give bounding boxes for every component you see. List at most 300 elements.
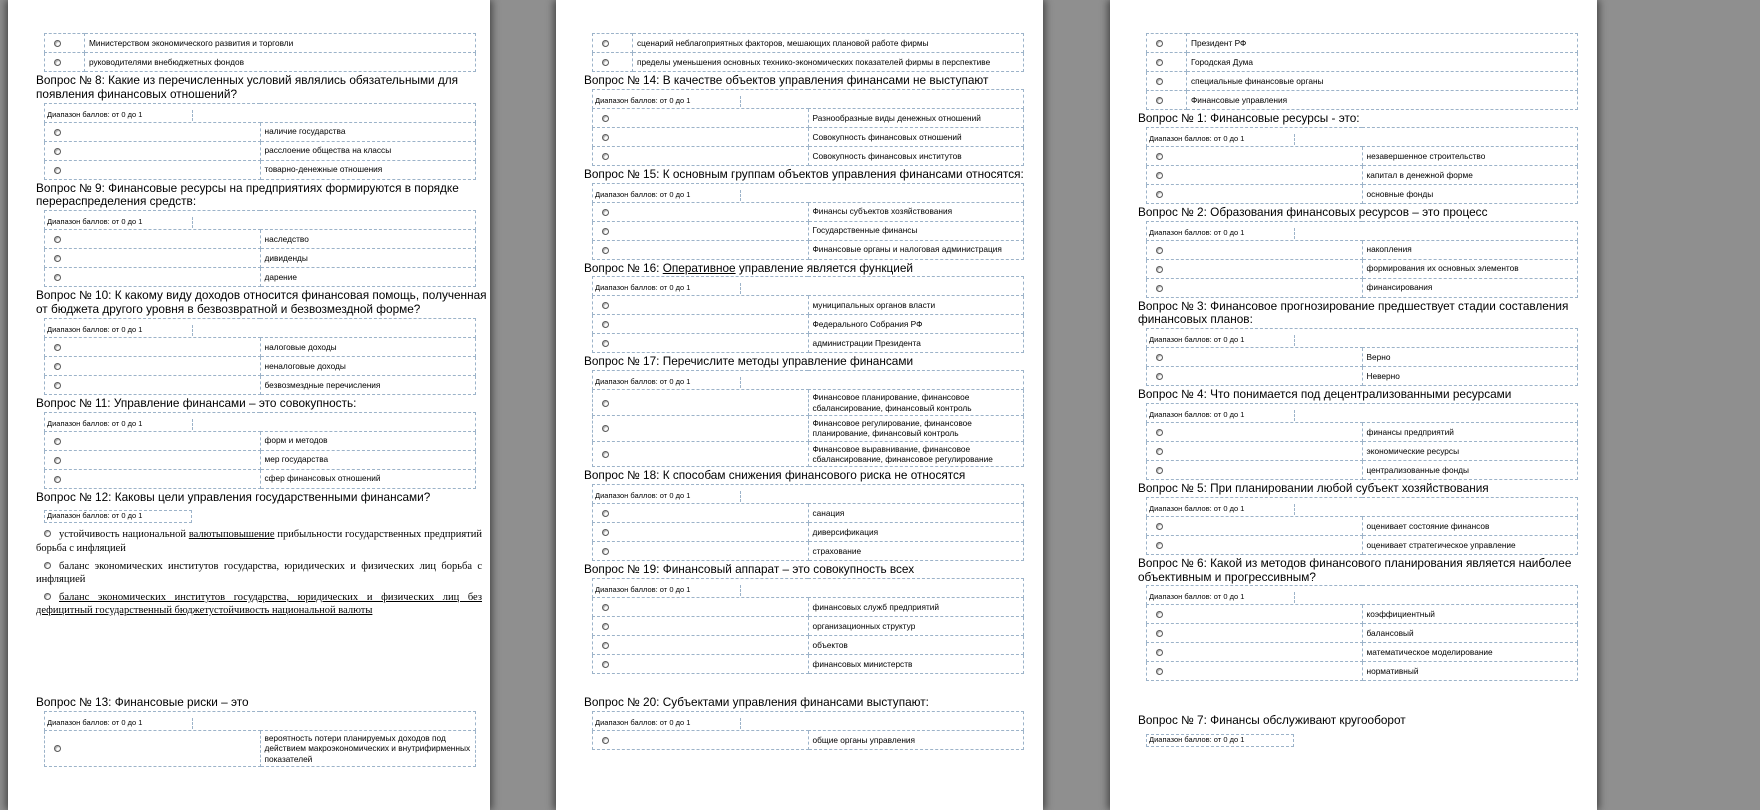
question-title <box>1138 388 1595 402</box>
radio-button[interactable] <box>602 59 609 66</box>
radio-button[interactable] <box>602 400 609 407</box>
answer-option-label: Финансовое регулирование, финансовое планирование, финансовый контроль <box>808 415 1024 441</box>
answer-option-label: Финансовое планирование, финансовое сбалансирование, финансовый контроль <box>808 390 1024 416</box>
answer-option-label: Финансы субъектов хозяйствования <box>808 202 1024 221</box>
radio-button[interactable] <box>1156 668 1163 675</box>
radio-button[interactable] <box>54 129 61 136</box>
radio-button[interactable] <box>602 228 609 235</box>
radio-cell <box>45 450 261 469</box>
score-range-row <box>1147 329 1578 348</box>
radio-button[interactable] <box>602 209 609 216</box>
answers-table <box>1146 221 1578 298</box>
answer-row <box>1147 146 1578 165</box>
question-block <box>36 695 488 769</box>
score-range-cell <box>593 578 1024 597</box>
radio-button[interactable] <box>54 457 61 464</box>
score-range-row <box>1147 586 1578 605</box>
radio-cell <box>1147 422 1363 441</box>
answer-row <box>593 616 1024 635</box>
answer-option-label: неналоговые доходы <box>260 356 476 375</box>
answer-option-label: Совокупность финансовых институтов <box>808 146 1024 165</box>
answer-option-label: форм и методов <box>260 431 476 450</box>
answer-row <box>45 431 476 450</box>
question-title <box>584 469 1041 483</box>
question-title <box>36 696 488 710</box>
radio-cell <box>1147 165 1363 184</box>
answer-option-label: безвозмездные перечисления <box>260 375 476 394</box>
radio-button[interactable] <box>602 510 609 517</box>
answer-row <box>593 441 1024 467</box>
answer-option-label: Неверно <box>1362 367 1578 386</box>
radio-cell <box>45 730 261 766</box>
question-title-text: Вопрос № 7: Финансы обслуживают кругооборот <box>1138 713 1406 727</box>
score-range-label: Диапазон баллов: от 0 до 1 <box>45 110 193 121</box>
answer-option-label: коэффициентный <box>1362 605 1578 624</box>
answer-option-label: Верно <box>1362 348 1578 367</box>
radio-cell <box>45 469 261 488</box>
score-range-cell <box>593 89 1024 108</box>
radio-cell <box>593 240 809 259</box>
score-range-row <box>593 578 1024 597</box>
question-block <box>1138 482 1595 555</box>
radio-cell <box>1147 34 1187 53</box>
radio-button[interactable] <box>54 476 61 483</box>
radio-cell <box>593 635 809 654</box>
radio-button[interactable] <box>602 529 609 536</box>
answer-option-label: организационных структур <box>808 616 1024 635</box>
radio-button[interactable] <box>1156 266 1163 273</box>
score-range-label: Диапазон баллов: от 0 до 1 <box>593 491 741 502</box>
radio-button[interactable] <box>602 451 609 458</box>
score-range-cell <box>593 711 1024 730</box>
radio-button[interactable] <box>1156 172 1163 179</box>
score-range-box <box>44 505 488 523</box>
question-block <box>584 355 1041 467</box>
radio-button[interactable] <box>1156 373 1163 380</box>
score-range-cell <box>45 412 476 431</box>
question-block <box>1138 713 1595 750</box>
score-range-cell <box>593 371 1024 390</box>
radio-cell <box>593 654 809 673</box>
radio-button[interactable] <box>602 737 609 744</box>
answer-row <box>593 202 1024 221</box>
page-content <box>8 0 490 810</box>
radio-cell <box>45 337 261 356</box>
answer-option-label: дивиденды <box>260 249 476 268</box>
answer-row <box>1147 278 1578 297</box>
radio-button[interactable] <box>54 236 61 243</box>
question-title-text: управление является функцией <box>735 260 913 275</box>
answers-table <box>1146 403 1578 480</box>
answer-row <box>1147 34 1578 53</box>
answer-option-label: сценарий неблагоприятных факторов, мешающих плановой работе фирмы <box>633 34 1024 53</box>
radio-button[interactable] <box>602 548 609 555</box>
radio-button[interactable] <box>602 661 609 668</box>
question-title-text: Вопрос № 20: Субъектами управления финансами выступают: <box>584 695 929 709</box>
radio-cell <box>593 202 809 221</box>
radio-cell <box>1147 240 1363 259</box>
answer-option-label: дарение <box>260 268 476 287</box>
radio-button[interactable] <box>1156 467 1163 474</box>
answer-option-label: финансирования <box>1362 278 1578 297</box>
score-range-label: Диапазон баллов: от 0 до 1 <box>593 377 741 388</box>
answer-option-label: валютыповышение <box>188 529 275 541</box>
radio-button[interactable] <box>602 340 609 347</box>
answer-row <box>45 375 476 394</box>
radio-button[interactable] <box>54 363 61 370</box>
answer-row <box>593 334 1024 353</box>
score-range-label: Диапазон баллов: от 0 до 1 <box>593 96 741 107</box>
question-title <box>1138 714 1595 728</box>
answer-option-label: пределы уменьшения основных технико-экономических показателей фирмы в перспективе <box>633 53 1024 72</box>
radio-button[interactable] <box>54 745 61 752</box>
answer-row <box>593 296 1024 315</box>
score-range-row <box>1147 497 1578 516</box>
answer-option-label: нормативный <box>1362 662 1578 681</box>
question-title <box>584 696 1041 710</box>
radio-button[interactable] <box>602 642 609 649</box>
answer-option-label: балансовый <box>1362 624 1578 643</box>
answers-table <box>592 276 1024 353</box>
radio-button[interactable] <box>1156 429 1163 436</box>
answer-row <box>1147 72 1578 91</box>
score-range-cell <box>1147 403 1578 422</box>
question-title-text: Вопрос № 17: Перечислите методы управление финансами <box>584 354 914 369</box>
answer-option-label: муниципальных органов власти <box>808 296 1024 315</box>
radio-cell <box>593 334 809 353</box>
score-range-label: Диапазон баллов: от 0 до 1 <box>593 190 741 201</box>
radio-cell <box>593 34 633 53</box>
score-range-cell <box>593 485 1024 504</box>
score-range-cell <box>1147 329 1578 348</box>
radio-button[interactable] <box>1156 542 1163 549</box>
radio-button[interactable] <box>1156 285 1163 292</box>
answer-option-label: наличие государства <box>260 122 476 141</box>
question-block <box>1138 112 1595 204</box>
question-title-text: Оперативное <box>662 260 736 275</box>
answer-row <box>1147 165 1578 184</box>
answer-row <box>1147 624 1578 643</box>
answer-row <box>45 356 476 375</box>
answer-option-label: формирования их основных элементов <box>1362 259 1578 278</box>
answer-row <box>593 542 1024 561</box>
answers-table <box>592 89 1024 166</box>
radio-button[interactable] <box>1156 153 1163 160</box>
score-range-label: Диапазон баллов: от 0 до 1 <box>1147 592 1295 603</box>
radio-button[interactable] <box>54 382 61 389</box>
score-range-box <box>1146 729 1595 747</box>
question-title-text: Вопрос № 11: Управление финансами – это совокупность: <box>36 395 357 410</box>
answer-option-label: капитал в денежной форме <box>1362 165 1578 184</box>
score-range-row <box>45 211 476 230</box>
radio-cell <box>1147 624 1363 643</box>
answer-option-label: товарно-денежные отношения <box>260 160 476 179</box>
score-range-row <box>593 89 1024 108</box>
question-title-text: Вопрос № 6: Какой из методов финансового планирования является наиболее объективным и прогрессивным? <box>1138 555 1572 584</box>
question-title-text: Вопрос № 16: <box>584 260 663 275</box>
question-block <box>1138 388 1595 480</box>
radio-button[interactable] <box>602 40 609 47</box>
answer-option-label: налоговые доходы <box>260 337 476 356</box>
answers-table <box>1146 585 1578 681</box>
answers-table <box>1146 497 1578 555</box>
answer-option-label: объектов <box>808 635 1024 654</box>
score-range-label: Диапазон баллов: от 0 до 1 <box>593 718 741 729</box>
radio-cell <box>593 542 809 561</box>
question-title-text: Вопрос № 10: К какому виду доходов относится финансовая помощь, полученная от бюджета другого уровня в безвозвратной и безвозмездной форме? <box>36 288 487 316</box>
radio-button[interactable] <box>602 604 609 611</box>
question-title <box>36 182 488 210</box>
question-title-text: Вопрос № 9: Финансовые ресурсы на предприятиях формируются в порядке перераспределения средств: <box>36 180 459 209</box>
question-title-text: Вопрос № 18: К способам снижения финансового риска не относятся <box>584 468 966 483</box>
answer-row <box>1147 605 1578 624</box>
radio-button[interactable] <box>1156 649 1163 656</box>
score-range-row <box>593 371 1024 390</box>
question-title-text: Вопрос № 5: При планировании любой субъект хозяйствования <box>1138 480 1489 495</box>
answer-row <box>593 108 1024 127</box>
radio-button[interactable] <box>602 115 609 122</box>
score-range-row <box>593 711 1024 730</box>
radio-button[interactable] <box>1156 40 1163 47</box>
radio-button[interactable] <box>54 59 61 66</box>
question-title-text: Вопрос № 12: Каковы цели управления государственными финансами? <box>36 489 431 504</box>
radio-cell <box>45 375 261 394</box>
answer-option-label: накопления <box>1362 240 1578 259</box>
answer-row <box>593 504 1024 523</box>
score-range-label: Диапазон баллов: от 0 до 1 <box>1147 410 1295 421</box>
score-range-cell <box>45 711 476 730</box>
document-page-1 <box>8 0 490 810</box>
answer-row <box>593 415 1024 441</box>
score-range-cell <box>1147 586 1578 605</box>
radio-cell <box>593 616 809 635</box>
answer-row <box>45 469 476 488</box>
radio-button[interactable] <box>602 321 609 328</box>
radio-cell <box>1147 662 1363 681</box>
answer-row <box>45 249 476 268</box>
page-content <box>556 0 1043 810</box>
radio-button[interactable] <box>54 274 61 281</box>
question-title <box>36 74 488 102</box>
question-block <box>584 469 1041 561</box>
radio-cell <box>1147 91 1187 110</box>
answer-row <box>593 221 1024 240</box>
radio-button[interactable] <box>54 40 61 47</box>
answers-table <box>592 370 1024 467</box>
radio-cell <box>1147 367 1363 386</box>
radio-cell <box>593 146 809 165</box>
radio-cell <box>1147 278 1363 297</box>
question-title <box>1138 300 1595 328</box>
radio-button[interactable] <box>44 593 51 600</box>
question-title-text: Вопрос № 2: Образования финансовых ресурсов – это процесс <box>1138 204 1488 219</box>
answer-row <box>45 141 476 160</box>
question-title-text: Вопрос № 14: В качестве объектов управления финансами не выступают <box>584 73 989 87</box>
score-range-label: Диапазон баллов: от 0 до 1 <box>45 718 193 729</box>
radio-button[interactable] <box>54 148 61 155</box>
answers-table <box>592 183 1024 260</box>
question-block <box>36 74 488 180</box>
answer-option-label: санация <box>808 504 1024 523</box>
answer-option-label: финансы предприятий <box>1362 422 1578 441</box>
answer-row <box>593 730 1024 749</box>
score-range-label: Диапазон баллов: от 0 до 1 <box>45 217 193 228</box>
answer-row <box>45 337 476 356</box>
answer-option-label: администрации Президента <box>808 334 1024 353</box>
question-title <box>584 262 1041 276</box>
score-range-label: Диапазон баллов: от 0 до 1 <box>593 585 741 596</box>
radio-cell <box>45 356 261 375</box>
answer-option-label: Федерального Собрания РФ <box>808 315 1024 334</box>
answer-option-label: баланс экономических институтов государства, юридических и физических лиц без дефицитный государственный бюджетустойчивость национальной валюты <box>36 591 482 616</box>
score-range-label: Диапазон баллов: от 0 до 1 <box>593 283 741 294</box>
radio-cell <box>593 221 809 240</box>
answers-table <box>44 210 476 287</box>
answer-row <box>45 730 476 766</box>
answer-option-label: Совокупность финансовых отношений <box>808 127 1024 146</box>
radio-button[interactable] <box>54 255 61 262</box>
score-range-label: Диапазон баллов: от 0 до 1 <box>1147 504 1295 515</box>
score-range-row <box>593 183 1024 202</box>
radio-button[interactable] <box>1156 97 1163 104</box>
score-range-label: Диапазон баллов: от 0 до 1 <box>45 325 193 336</box>
answer-row <box>45 268 476 287</box>
answer-row <box>593 127 1024 146</box>
question-title <box>1138 112 1595 126</box>
answer-row <box>1147 460 1578 479</box>
question-title <box>1138 482 1595 496</box>
question-title <box>1138 206 1595 220</box>
document-page-2 <box>556 0 1043 810</box>
radio-cell <box>45 160 261 179</box>
radio-cell <box>593 597 809 616</box>
answer-option-label: оценивает стратегическое управление <box>1362 535 1578 554</box>
answer-option-label: Государственные финансы <box>808 221 1024 240</box>
answer-option-label: диверсификация <box>808 523 1024 542</box>
score-range-label: Диапазон баллов: от 0 до 1 <box>44 510 192 523</box>
question-title <box>1138 557 1595 585</box>
question-title-text: Вопрос № 1: Финансовые ресурсы - это: <box>1138 111 1360 125</box>
radio-cell <box>45 53 85 72</box>
question-title-text: Вопрос № 19: Финансовый аппарат – это совокупность всех <box>584 562 915 577</box>
page-content <box>1110 0 1597 810</box>
answer-option <box>36 528 482 554</box>
question-block <box>1138 557 1595 682</box>
answer-option-label: Финансовые органы и налоговая администрация <box>808 240 1024 259</box>
question-title <box>36 491 488 505</box>
score-range-row <box>1147 127 1578 146</box>
radio-cell <box>593 523 809 542</box>
continued-answers-table <box>592 33 1024 72</box>
radio-cell <box>593 730 809 749</box>
score-range-label: Диапазон баллов: от 0 до 1 <box>1147 134 1295 145</box>
radio-button[interactable] <box>54 344 61 351</box>
radio-button[interactable] <box>1156 78 1163 85</box>
question-block <box>1138 300 1595 387</box>
radio-button[interactable] <box>44 562 51 569</box>
question-title-text: Вопрос № 3: Финансовое прогнозирование предшествует стадии составления финансовых планов: <box>1138 298 1569 327</box>
answer-row <box>593 390 1024 416</box>
score-range-label: Диапазон баллов: от 0 до 1 <box>1147 335 1295 346</box>
document-page-3 <box>1110 0 1597 810</box>
radio-cell <box>1147 259 1363 278</box>
radio-cell <box>1147 516 1363 535</box>
answers-table <box>44 318 476 395</box>
answer-option-label: страхование <box>808 542 1024 561</box>
question-block <box>584 74 1041 166</box>
answer-row <box>45 34 476 53</box>
score-range-cell <box>1147 497 1578 516</box>
radio-cell <box>45 230 261 249</box>
radio-button[interactable] <box>602 247 609 254</box>
score-range-row <box>45 103 476 122</box>
radio-button[interactable] <box>1156 59 1163 66</box>
score-range-cell <box>45 103 476 122</box>
radio-cell <box>1147 643 1363 662</box>
answer-option-label: финансовых служб предприятий <box>808 597 1024 616</box>
score-range-label: Диапазон баллов: от 0 до 1 <box>45 419 193 430</box>
radio-button[interactable] <box>602 153 609 160</box>
radio-button[interactable] <box>602 623 609 630</box>
question-title-text: Вопрос № 4: Что понимается под децентрализованными ресурсами <box>1138 387 1512 402</box>
radio-button[interactable] <box>1156 448 1163 455</box>
radio-button[interactable] <box>1156 630 1163 637</box>
answer-row <box>45 53 476 72</box>
answer-row <box>1147 184 1578 203</box>
question-title <box>584 563 1041 577</box>
radio-cell <box>593 441 809 467</box>
radio-button[interactable] <box>44 530 51 537</box>
answer-option-label: расслоение общества на классы <box>260 141 476 160</box>
answer-row <box>45 450 476 469</box>
answer-row <box>1147 53 1578 72</box>
answers-table <box>44 711 476 767</box>
radio-cell <box>593 415 809 441</box>
answer-option-label: устойчивость национальной <box>59 529 189 541</box>
question-title-text: Вопрос № 15: К основным группам объектов управления финансами относятся: <box>584 166 1024 181</box>
answer-option-label: баланс экономических институтов государства, юридических и физических лиц борьба с инфляцией <box>36 560 482 585</box>
radio-button[interactable] <box>1156 523 1163 530</box>
radio-button[interactable] <box>1156 354 1163 361</box>
radio-button[interactable] <box>602 134 609 141</box>
radio-button[interactable] <box>1156 191 1163 198</box>
score-range-cell <box>1147 221 1578 240</box>
answer-row <box>593 53 1024 72</box>
answers-table <box>44 103 476 180</box>
question-title <box>584 355 1041 369</box>
score-range-label: Диапазон баллов: от 0 до 1 <box>1146 734 1294 747</box>
answer-row <box>1147 240 1578 259</box>
radio-button[interactable] <box>1156 611 1163 618</box>
radio-button[interactable] <box>1156 247 1163 254</box>
radio-button[interactable] <box>602 302 609 309</box>
answer-row <box>45 230 476 249</box>
answer-option <box>36 591 482 617</box>
answer-option-label: оценивает состояние финансов <box>1362 516 1578 535</box>
answer-option-label: прибыльности государственных предприятий борьба с инфляцией <box>36 529 482 554</box>
radio-button[interactable] <box>54 167 61 174</box>
radio-cell <box>1147 184 1363 203</box>
answer-row <box>1147 367 1578 386</box>
answer-option-label: финансовых министерств <box>808 654 1024 673</box>
score-range-row <box>593 485 1024 504</box>
answer-option-label: специальные финансовые органы <box>1187 72 1578 91</box>
question-title <box>584 168 1041 182</box>
radio-button[interactable] <box>54 438 61 445</box>
answer-option-label: мер государства <box>260 450 476 469</box>
radio-button[interactable] <box>602 425 609 432</box>
answer-option-label: централизованные фонды <box>1362 460 1578 479</box>
